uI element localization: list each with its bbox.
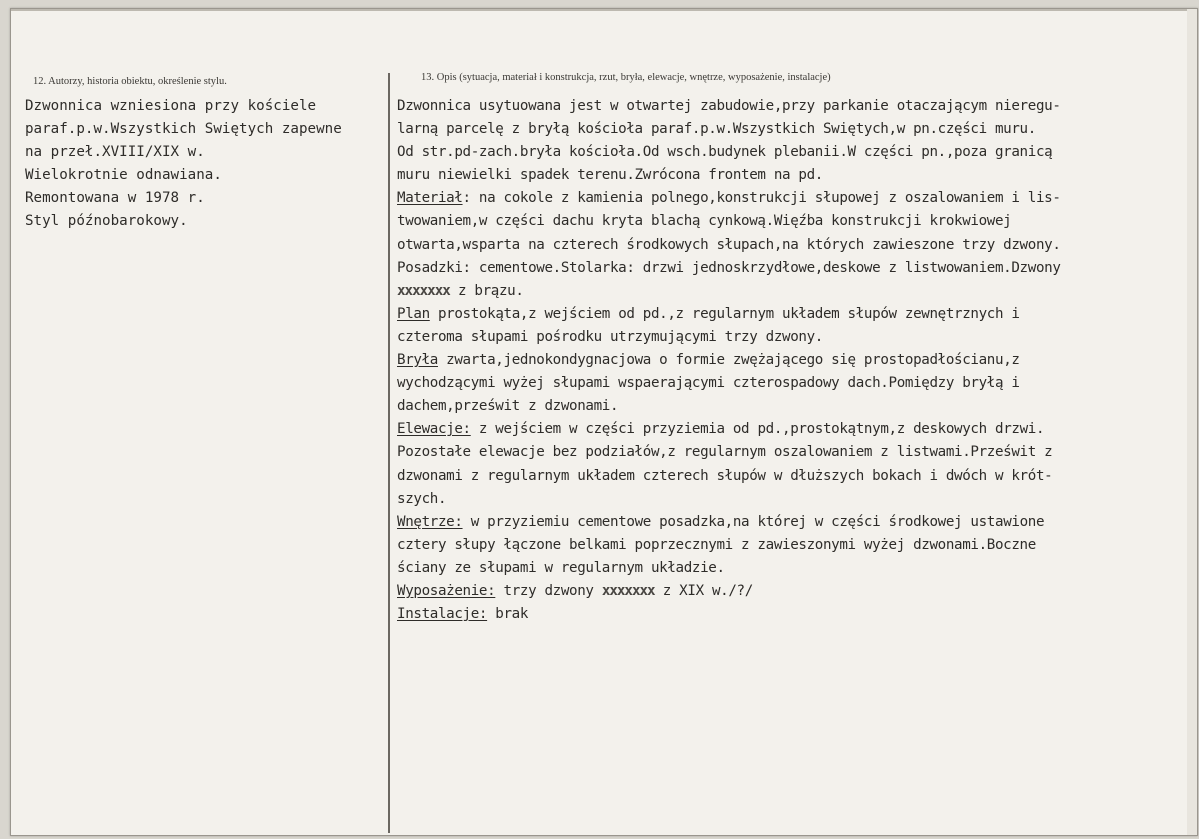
- card-top-edge: [11, 9, 1197, 11]
- description-line-7: otwarta,wsparta na czterech środkowych słupach,na których zawieszone trzy dzwony.: [397, 236, 1061, 253]
- description-line-3: Od str.pd-zach.bryła kościoła.Od wsch.budynek plebanii.W części pn.,poza granicą: [397, 144, 1053, 161]
- description-text-column: [397, 95, 1197, 626]
- description-line-13: wychodzącymi wyżej słupami wspaerającymi czterospadowy dach.Pomiędzy bryłą i: [397, 375, 1020, 392]
- installations-text: brak: [487, 606, 529, 623]
- history-line-4: Wielokrotnie odnawiana.: [25, 167, 222, 184]
- struck-out-word: xxxxxxx: [397, 282, 450, 299]
- equipment-line: [397, 580, 1197, 603]
- description-line-21: ściany ze słupami w regularnym układzie.: [397, 559, 725, 576]
- column-divider: [388, 73, 390, 833]
- equipment-struck-out-word: xxxxxxx: [601, 582, 655, 599]
- section-12-heading: 12. Autorzy, historia obiektu, określenie stylu.: [33, 76, 227, 87]
- interior-line: [397, 511, 1197, 534]
- interior-text: w przyziemiu cementowe posadzka,na której w części środkowej ustawione: [462, 513, 1045, 530]
- description-line-11: czteroma słupami pośrodku utrzymującymi trzy dzwony.: [397, 328, 823, 345]
- section-13-heading: 13. Opis (sytuacja, materiał i konstrukcja, rzut, bryła, elewacje, wnętrze, wyposażenie, instalacje): [421, 72, 831, 83]
- bells-material-text: z brązu.: [449, 282, 524, 299]
- elevations-label: Elewacje:: [397, 421, 471, 438]
- elevations-text: z wejściem w części przyziemia od pd.,prostokątnym,z deskowych drzwi.: [470, 421, 1045, 438]
- material-label: Materiał: [397, 190, 463, 207]
- description-line-18: szych.: [397, 490, 447, 507]
- description-line-16: Pozostałe elewacje bez podziałów,z regularnym oszalowaniem z listwami.Prześwit z: [397, 444, 1053, 461]
- history-line-1: Dzwonnica wzniesiona przy kościele: [25, 98, 317, 114]
- equipment-label: Wyposażenie:: [397, 582, 496, 599]
- description-line-20: cztery słupy łączone belkami poprzecznymi z zawieszonymi wyżej dzwonami.Boczne: [397, 536, 1036, 553]
- body-line: [397, 349, 1197, 372]
- history-line-3: na przeł.XVIII/XIX w.: [25, 144, 205, 161]
- description-line-2: larną parcelę z bryłą kościoła paraf.p.w.Wszystkich Swiętych,w pn.części muru.: [397, 121, 1036, 138]
- body-text: zwarta,jednokondygnacjowa o formie zwężającego się prostopadłościanu,z: [437, 352, 1020, 369]
- plan-line: [397, 303, 1197, 326]
- description-line-8: Posadzki: cementowe.Stolarka: drzwi jednoskrzydłowe,deskowe z listwowaniem.Dzwony: [397, 259, 1061, 276]
- interior-label: Wnętrze:: [397, 513, 463, 530]
- elevations-line: [397, 418, 1197, 441]
- history-text-column: [25, 95, 387, 234]
- inventory-card: [10, 8, 1198, 836]
- history-line-5: Remontowana w 1978 r.: [25, 190, 205, 207]
- body-label: Bryła: [397, 352, 438, 369]
- bells-material-line: [397, 280, 1197, 303]
- history-line-2: paraf.p.w.Wszystkich Swiętych zapewne: [25, 121, 342, 138]
- description-line-6: twowaniem,w części dachu kryta blachą cynkową.Więźba konstrukcji krokwiowej: [397, 213, 1012, 230]
- history-line-6: Styl późnobarokowy.: [25, 213, 188, 230]
- plan-label: Plan: [397, 305, 430, 322]
- equipment-text: trzy dzwony: [495, 582, 602, 599]
- installations-line: [397, 603, 1197, 626]
- installations-label: Instalacje:: [397, 606, 488, 623]
- description-line-1: Dzwonnica usytuowana jest w otwartej zabudowie,przy parkanie otaczającym nieregu-: [397, 98, 1061, 114]
- equipment-date-text: z XIX w./?/: [654, 582, 753, 599]
- description-line-4: muru niewielki spadek terenu.Zwrócona frontem na pd.: [397, 167, 823, 184]
- description-line-17: dzwonami z regularnym układem czterech słupów w dłuższych bokach i dwóch w krót-: [397, 467, 1053, 484]
- material-line: [397, 187, 1197, 210]
- plan-text: prostokąta,z wejściem od pd.,z regularnym układem słupów zewnętrznych i: [429, 305, 1020, 322]
- material-text: : na cokole z kamienia polnego,konstrukcji słupowej z oszalowaniem i lis-: [462, 190, 1061, 207]
- description-line-14: dachem,prześwit z dzwonami.: [397, 398, 619, 415]
